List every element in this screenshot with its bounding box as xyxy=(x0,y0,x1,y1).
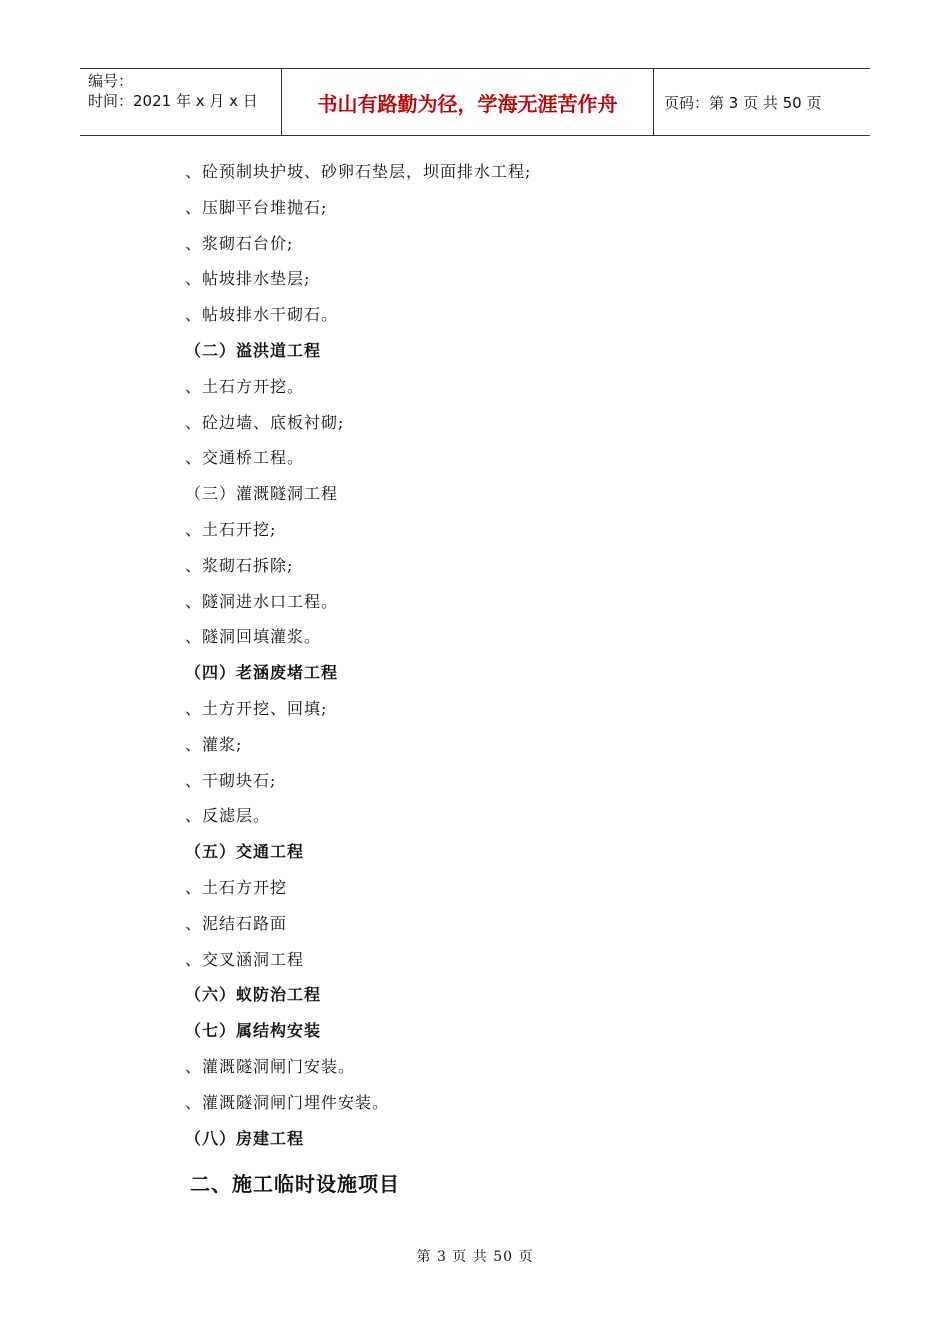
section-heading: 二、施工临时设施项目 xyxy=(190,1172,400,1196)
list-item: 、隧洞回填灌浆。 xyxy=(185,627,322,647)
page-header xyxy=(80,68,870,136)
page-footer: 第 3 页 共 50 页 xyxy=(416,1249,534,1265)
list-item: 、砼边墙、底板衬砌; xyxy=(185,412,345,432)
list-item: 、压脚平台堆抛石; xyxy=(185,197,328,217)
list-item: 、泥结石路面 xyxy=(185,913,288,933)
list-item: 、土石方开挖。 xyxy=(185,376,305,396)
list-item: 、隧洞进水口工程。 xyxy=(185,591,339,611)
header-time-label: 时间：2021 年 x 月 x 日 xyxy=(88,92,258,110)
list-item: 、帖坡排水干砌石。 xyxy=(185,305,339,325)
document-body xyxy=(185,154,825,1156)
list-item: 、交叉涵洞工程 xyxy=(185,949,305,969)
list-item: 、土石开挖; xyxy=(185,519,277,539)
list-item: 、浆砌石拆除; xyxy=(185,555,294,575)
header-page-info: 页码：第 3 页 共 50 页 xyxy=(664,93,822,112)
list-item: 、反滤层。 xyxy=(185,806,271,826)
subheading: （二）溢洪道工程 xyxy=(185,340,322,360)
list-item: （三）灌溉隧洞工程 xyxy=(185,484,339,504)
subheading: （五）交通工程 xyxy=(185,842,305,862)
list-item: 、灌浆; xyxy=(185,734,243,754)
subheading: （八）房建工程 xyxy=(185,1128,305,1148)
subheading: （六）蚁防治工程 xyxy=(185,985,322,1005)
list-item: 、干砌块石; xyxy=(185,770,277,790)
subheading: （七）属结构安装 xyxy=(185,1021,322,1041)
list-item: 、帖坡排水垫层; xyxy=(185,269,311,289)
header-meta xyxy=(80,69,282,135)
list-item: 、交通桥工程。 xyxy=(185,448,305,468)
list-item: 、灌溉隧洞闸门埋件安装。 xyxy=(185,1092,390,1112)
list-item: 、砼预制块护坡、砂卵石垫层，坝面排水工程; xyxy=(185,162,532,181)
list-item: 、浆砌石台价; xyxy=(185,233,294,253)
header-number-label: 编号： xyxy=(88,72,134,90)
list-item: 、土方开挖、回填; xyxy=(185,698,328,718)
subheading: （四）老涵废堵工程 xyxy=(185,663,339,683)
header-motto: 书山有路勤为径，学海无涯苦作舟 xyxy=(282,69,654,135)
list-item: 、灌溉隧洞闸门安装。 xyxy=(185,1056,356,1076)
list-item: 、土石方开挖 xyxy=(185,877,288,897)
